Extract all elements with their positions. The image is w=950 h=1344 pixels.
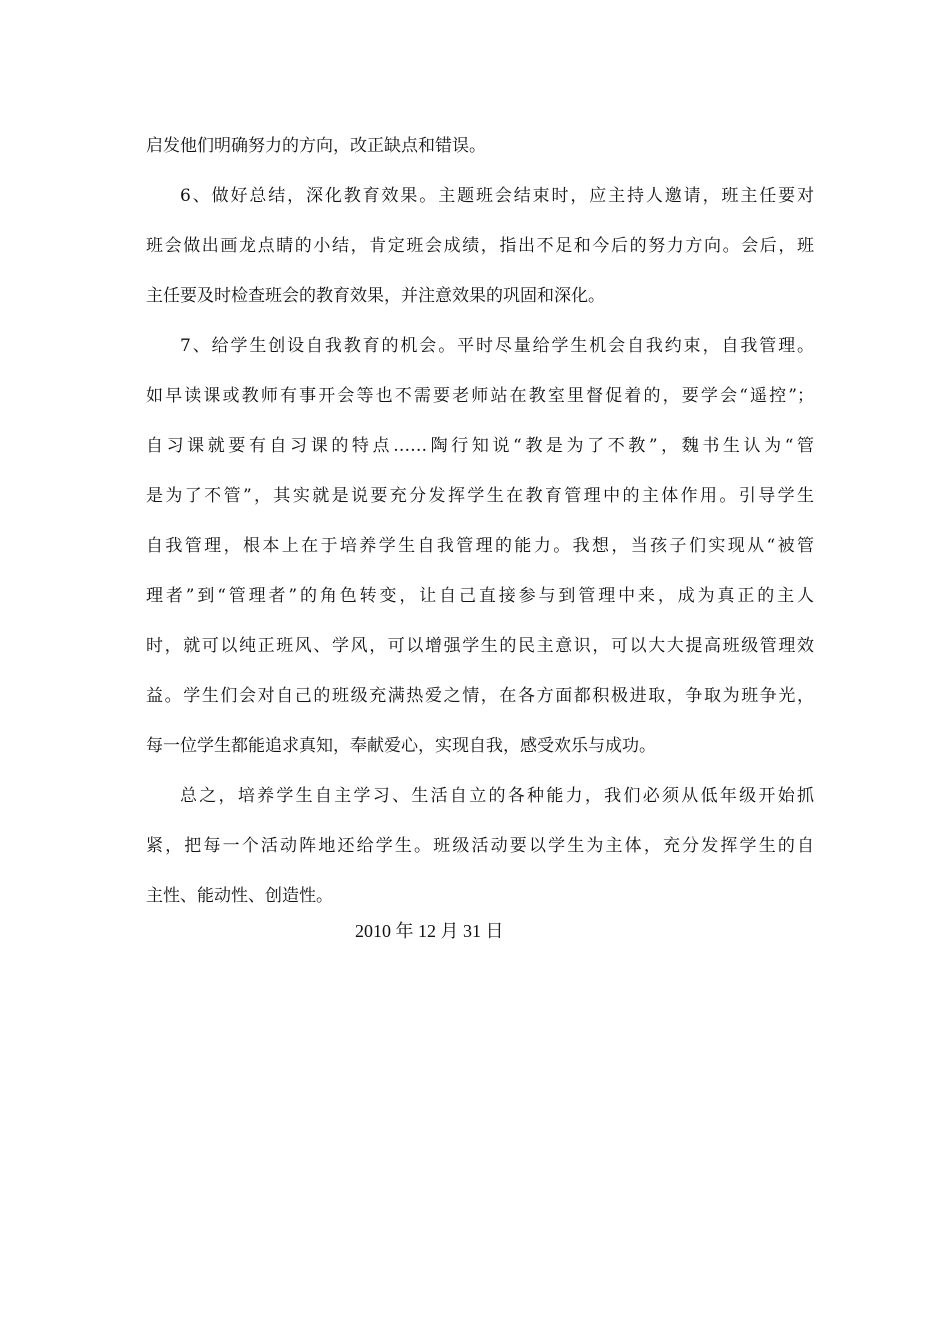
paragraph-line: 总之，培养学生自主学习、生活自立的各种能力，我们必须从低年级开始抓 <box>180 786 814 806</box>
paragraph-line: 时，就可以纯正班风、学风，可以增强学生的民主意识，可以大大提高班级管理效 <box>146 636 814 656</box>
paragraph-line: 主性、能动性、创造性。 <box>146 886 333 906</box>
paragraph-line: 启发他们明确努力的方向，改正缺点和错误。 <box>146 136 486 156</box>
document-date: 2010 年 12 月 31 日 <box>355 921 504 941</box>
paragraph-line: 7、给学生创设自我教育的机会。平时尽量给学生机会自我约束，自我管理。 <box>180 336 814 356</box>
paragraph-line: 理者”到“管理者”的角色转变，让自己直接参与到管理中来，成为真正的主人 <box>146 586 814 606</box>
paragraph-line: 自习课就要有自习课的特点……陶行知说“教是为了不教”，魏书生认为“管 <box>146 436 814 456</box>
paragraph-line: 紧，把每一个活动阵地还给学生。班级活动要以学生为主体，充分发挥学生的自 <box>146 836 814 856</box>
paragraph-line: 班会做出画龙点睛的小结，肯定班会成绩，指出不足和今后的努力方向。会后，班 <box>146 236 814 256</box>
paragraph-line: 6、做好总结，深化教育效果。主题班会结束时，应主持人邀请，班主任要对 <box>180 186 814 206</box>
paragraph-line: 如早读课或教师有事开会等也不需要老师站在教室里督促着的，要学会“遥控”； <box>146 386 814 406</box>
paragraph-line: 每一位学生都能追求真知，奉献爱心，实现自我，感受欢乐与成功。 <box>146 736 656 756</box>
paragraph-line: 益。学生们会对自己的班级充满热爱之情，在各方面都积极进取，争取为班争光， <box>146 686 814 706</box>
paragraph-line: 是为了不管”，其实就是说要充分发挥学生在教育管理中的主体作用。引导学生 <box>146 486 814 506</box>
paragraph-line: 自我管理，根本上在于培养学生自我管理的能力。我想，当孩子们实现从“被管 <box>146 536 814 556</box>
paragraph-line: 主任要及时检查班会的教育效果，并注意效果的巩固和深化。 <box>146 286 605 306</box>
